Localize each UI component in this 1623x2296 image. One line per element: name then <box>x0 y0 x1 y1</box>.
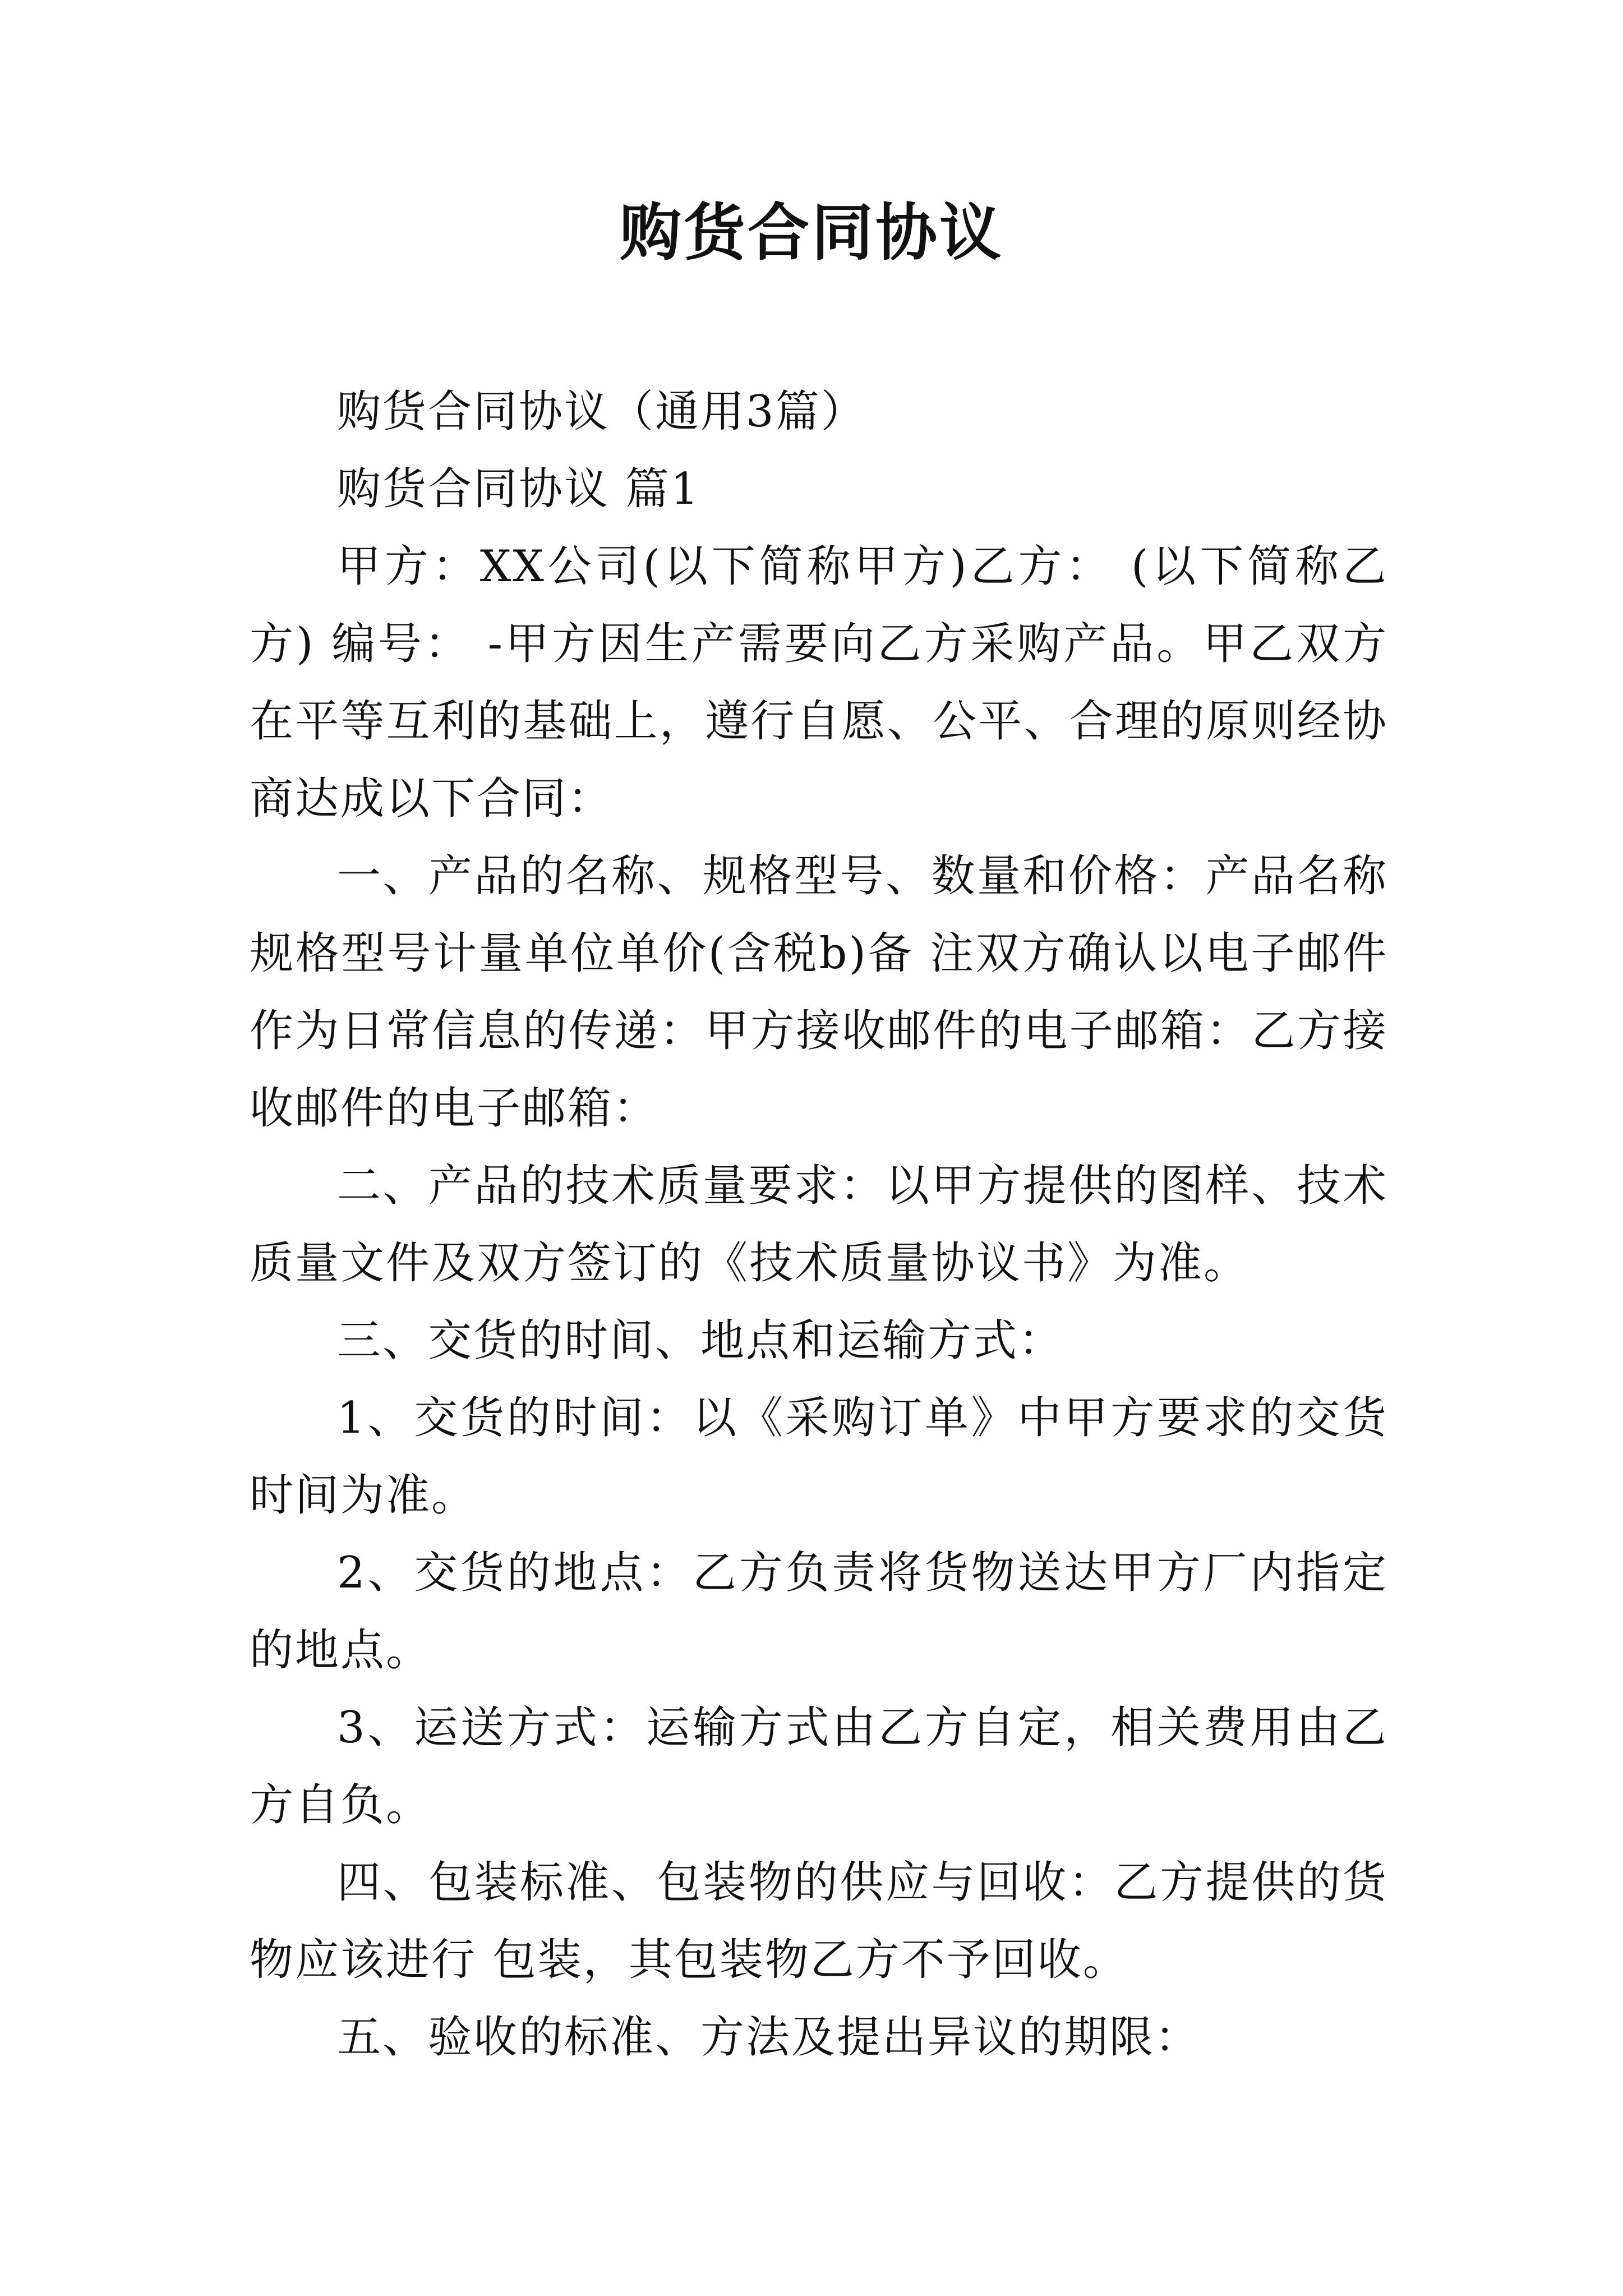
paragraph-heading: 购货合同协议（通用3篇） <box>337 386 866 437</box>
paragraph-clause-3-3: 3、运送方式：运输方式由乙方自定，相关费用由乙方自负。 <box>250 1703 1388 1830</box>
paragraph-clause-5: 五、验收的标准、方法及提出异议的期限： <box>337 2012 1201 2063</box>
paragraph-clause-3-2: 2、交货的地点：乙方负责将货物送达甲方厂内指定的地点。 <box>250 1548 1388 1676</box>
paragraph-parties: 甲方：XX公司(以下简称甲方)乙方： (以下简称乙方) 编号： -甲方因生产需要向乙方采购产品。甲乙双方在平等互利的基础上，遵行自愿、公平、合理的原则经协商达成以下合同： <box>250 541 1388 824</box>
document-title: 购货合同协议 <box>620 197 1003 269</box>
paragraph-clause-3-1: 1、交货的时间：以《采购订单》中甲方要求的交货时间为准。 <box>250 1393 1388 1521</box>
paragraph-clause-3: 三、交货的时间、地点和运输方式： <box>337 1315 1064 1366</box>
paragraph-clause-1: 一、产品的名称、规格型号、数量和价格：产品名称规格型号计量单位单价(含税b)备 注双方确认以电子邮件作为日常信息的传递：甲方接收邮件的电子邮箱：乙方接收邮件的电子邮箱： <box>250 851 1388 1134</box>
paragraph-clause-4: 四、包装标准、包装物的供应与回收：乙方提供的货物应该进行 包装，其包装物乙方不予回收。 <box>250 1857 1388 1985</box>
paragraph-clause-2: 二、产品的技术质量要求：以甲方提供的图样、技术质量文件及双方签订的《技术质量协议书》为准。 <box>250 1161 1388 1289</box>
paragraph-section-title: 购货合同协议 篇1 <box>337 464 700 514</box>
document-body <box>250 373 1388 2076</box>
